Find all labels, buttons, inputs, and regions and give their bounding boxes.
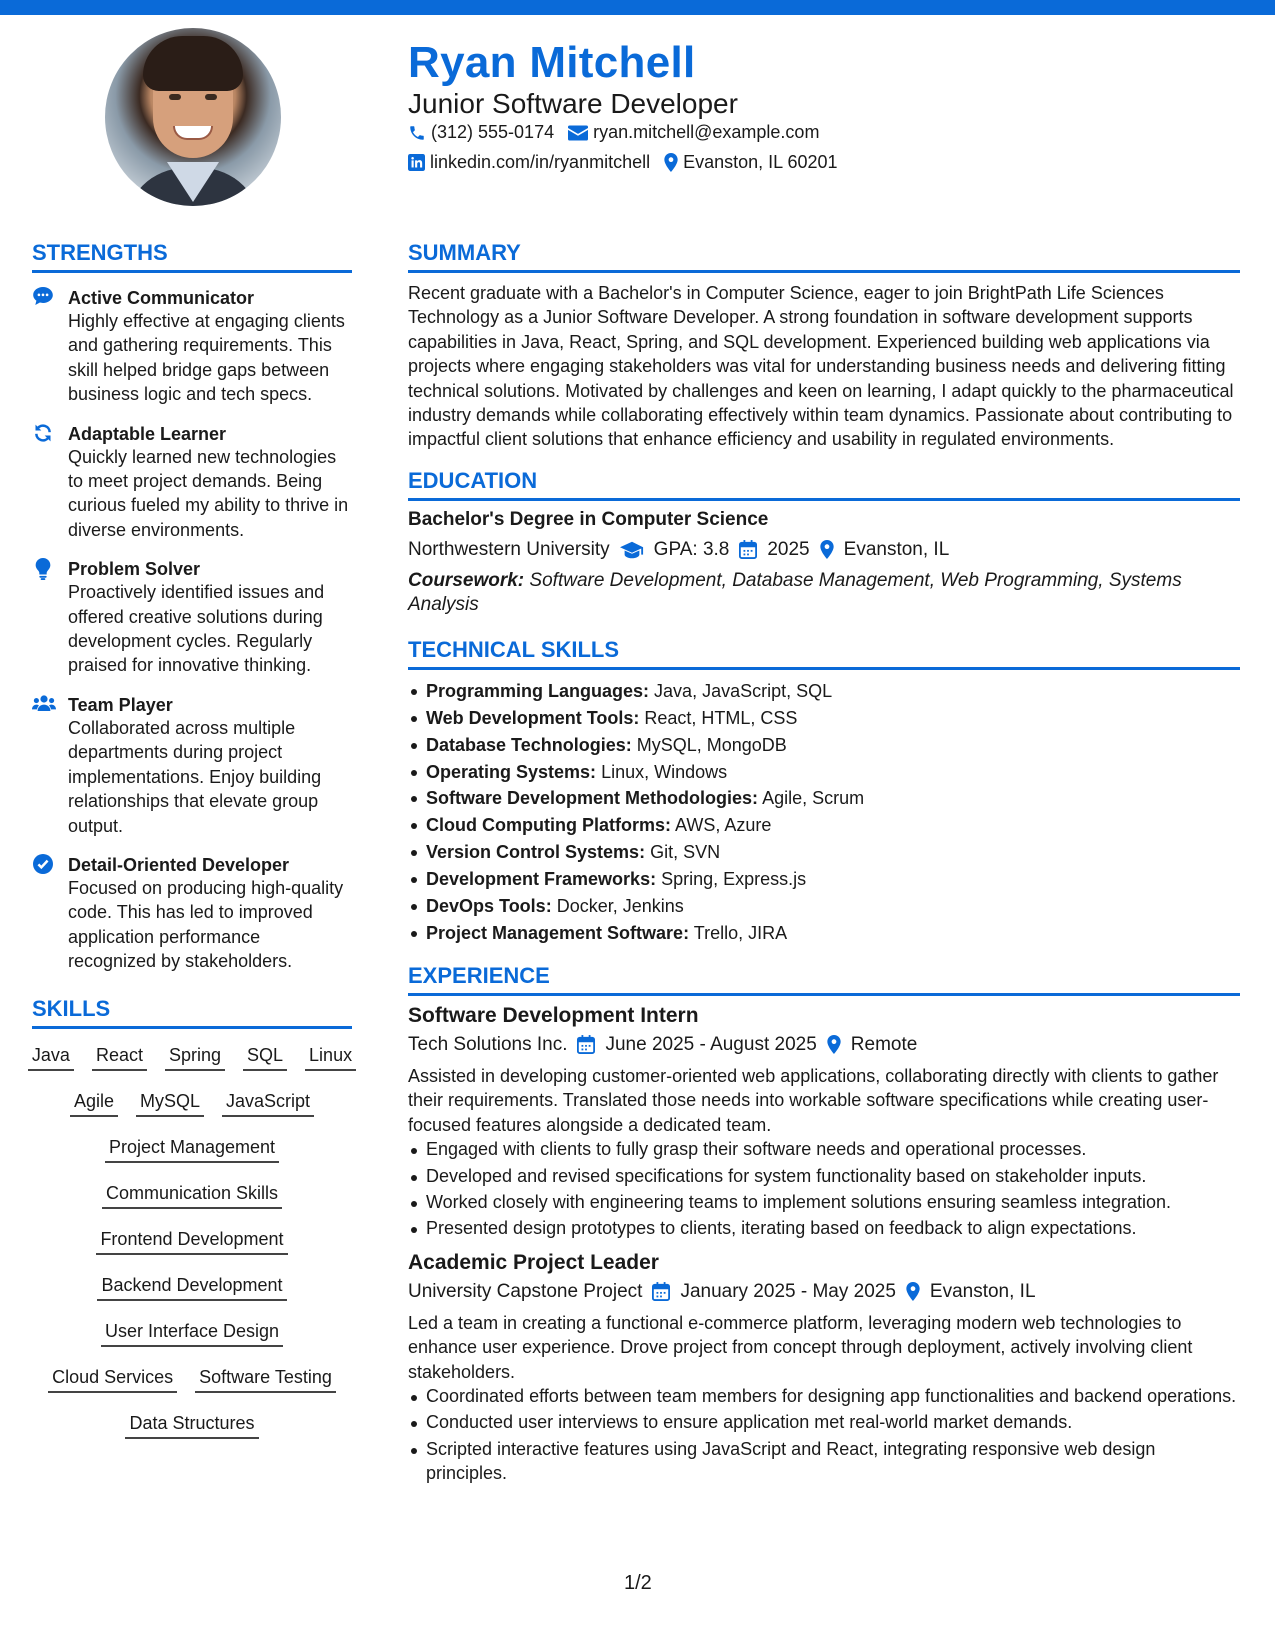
list-item bbox=[408, 866, 1240, 893]
linkedin-text: linkedin.com/in/ryanmitchell bbox=[430, 152, 651, 172]
location-contact bbox=[664, 152, 837, 173]
candidate-name: Ryan Mitchell bbox=[408, 38, 696, 87]
skill-category: Software Development Methodologies: bbox=[426, 788, 759, 809]
skills-row bbox=[32, 1411, 352, 1439]
skill-values: React, HTML, CSS bbox=[644, 707, 798, 728]
list-item bbox=[408, 812, 1240, 839]
linkedin-contact[interactable] bbox=[408, 152, 650, 173]
calendar-icon bbox=[577, 1035, 595, 1054]
coursework-label: Coursework: bbox=[408, 569, 525, 591]
map-pin-icon bbox=[664, 153, 678, 172]
skills-heading: SKILLS bbox=[32, 996, 352, 1029]
list-item: Coordinated efforts between team members for designing app functionalities and backend operations. bbox=[408, 1384, 1240, 1408]
strength-item bbox=[32, 694, 352, 838]
phone-text: (312) 555-0174 bbox=[431, 122, 555, 142]
strengths-heading: STRENGTHS bbox=[32, 240, 352, 273]
experience-entry bbox=[408, 1251, 1240, 1486]
calendar-icon bbox=[739, 540, 757, 559]
strength-desc: Highly effective at engaging clients and gathering requirements. This skill helped bridge gaps between business logic and tech specs. bbox=[68, 311, 345, 405]
envelope-icon bbox=[568, 125, 588, 141]
strength-name: Team Player bbox=[68, 694, 173, 715]
coursework bbox=[408, 569, 1240, 617]
strength-desc: Collaborated across multiple departments during project implementations. Enjoy building relationships that elevate group output. bbox=[68, 717, 322, 836]
list-item bbox=[408, 785, 1240, 812]
map-pin-icon bbox=[820, 540, 834, 559]
lightbulb-icon bbox=[32, 558, 54, 678]
map-pin-icon bbox=[906, 1282, 920, 1301]
coursework-list: Software Development, Database Management, Web Programming, Systems Analysis bbox=[408, 569, 1182, 615]
skill-tag: Linux bbox=[305, 1043, 356, 1071]
date-range: January 2025 - May 2025 bbox=[680, 1280, 896, 1302]
skill-values: Docker, Jenkins bbox=[556, 896, 684, 917]
skills-row bbox=[32, 1089, 352, 1117]
position-meta bbox=[408, 1034, 1240, 1056]
position-description: Assisted in developing customer-oriented web applications, collaborating directly with clients to gather their requirements. Translated those needs into workable software specifications while creating user-focused features alongside a dedicated team. bbox=[408, 1065, 1219, 1135]
skills-row bbox=[32, 1135, 352, 1163]
graduation-cap-icon bbox=[620, 541, 644, 559]
skills-row bbox=[32, 1319, 352, 1347]
list-item: Worked closely with engineering teams to implement solutions ensuring seamless integration. bbox=[408, 1190, 1240, 1214]
list-item bbox=[408, 839, 1240, 866]
company-name: University Capstone Project bbox=[408, 1280, 643, 1302]
position-location: Evanston, IL bbox=[929, 1280, 1036, 1302]
contact-row-2 bbox=[408, 152, 838, 173]
skill-values: AWS, Azure bbox=[675, 815, 772, 836]
list-item bbox=[408, 759, 1240, 786]
strength-item bbox=[32, 423, 352, 543]
summary-text: Recent graduate with a Bachelor's in Computer Science, eager to join BrightPath Life Sciences Technology as a Junior Software Developer. A strong foundation in software development supports capabilities in Java, React, Spring, and SQL development. Experienced building web applications via projects where engaging stakeholders was vital for understanding business needs and delivering fitting technical solutions. Motivated by challenges and keen on learning, I adapt quickly to the pharmaceutical industry demands while collaborating effectively within team dynamics. Passionate about contributing to impactful client solutions that enhance efficiency and usability in regulated environments. bbox=[408, 283, 1234, 450]
list-item: Engaged with clients to fully grasp their software needs and operational processes. bbox=[408, 1137, 1240, 1161]
skill-values: MySQL, MongoDB bbox=[636, 734, 787, 755]
position-location: Remote bbox=[850, 1033, 918, 1055]
experience-heading: EXPERIENCE bbox=[408, 963, 1240, 996]
strength-name: Active Communicator bbox=[68, 288, 255, 308]
skill-tag: Frontend Development bbox=[96, 1227, 287, 1255]
technical-skills-list bbox=[408, 678, 1240, 947]
graduation-year: 2025 bbox=[767, 538, 810, 560]
list-item: Conducted user interviews to ensure application met real-world market demands. bbox=[408, 1410, 1240, 1434]
check-circle-icon bbox=[32, 854, 54, 974]
email-contact[interactable] bbox=[568, 122, 819, 143]
skills-row bbox=[32, 1227, 352, 1255]
right-column bbox=[408, 240, 1240, 1488]
skill-tag: Spring bbox=[165, 1043, 225, 1071]
list-item bbox=[408, 678, 1240, 705]
phone-contact[interactable] bbox=[408, 122, 554, 143]
list-item: Developed and revised specifications for system functionality based on stakeholder inputs. bbox=[408, 1164, 1240, 1188]
strength-item bbox=[32, 287, 352, 407]
date-range: June 2025 - August 2025 bbox=[605, 1033, 817, 1055]
list-item bbox=[408, 893, 1240, 920]
summary-heading: SUMMARY bbox=[408, 240, 1240, 273]
team-icon bbox=[32, 694, 54, 838]
left-column bbox=[32, 240, 352, 1457]
skill-values: Agile, Scrum bbox=[762, 788, 865, 809]
skill-tag: Java bbox=[28, 1043, 74, 1071]
list-item: Presented design prototypes to clients, iterating based on feedback to align expectations. bbox=[408, 1216, 1240, 1240]
map-pin-icon bbox=[827, 1035, 841, 1054]
degree-name: Bachelor's Degree in Computer Science bbox=[408, 508, 769, 530]
skill-category: Project Management Software: bbox=[426, 923, 690, 943]
strength-name: Detail-Oriented Developer bbox=[68, 854, 290, 875]
speech-bubble-icon bbox=[32, 287, 54, 407]
skill-tag: React bbox=[92, 1043, 147, 1071]
skill-tag: Software Testing bbox=[195, 1365, 336, 1393]
education-meta bbox=[408, 539, 1240, 561]
skills-tag-cloud bbox=[32, 1043, 352, 1439]
school-name: Northwestern University bbox=[408, 538, 610, 560]
strength-desc: Proactively identified issues and offered creative solutions during development cycles. Regularly praised for innovative thinking. bbox=[68, 582, 325, 676]
strength-desc: Focused on producing high-quality code. This has led to improved application performance recognized by stakeholders. bbox=[68, 877, 344, 972]
gpa-text: GPA: 3.8 bbox=[653, 538, 730, 560]
skill-tag: Agile bbox=[70, 1089, 118, 1117]
list-item bbox=[408, 705, 1240, 732]
skill-category: DevOps Tools: bbox=[426, 896, 552, 917]
education-heading: EDUCATION bbox=[408, 468, 1240, 501]
skill-category: Cloud Computing Platforms: bbox=[426, 815, 671, 836]
position-bullets bbox=[408, 1137, 1240, 1241]
skill-category: Database Technologies: bbox=[426, 734, 632, 755]
top-accent-bar bbox=[0, 0, 1275, 15]
skill-category: Development Frameworks: bbox=[426, 869, 657, 890]
skill-tag: SQL bbox=[243, 1043, 287, 1071]
job-title: Junior Software Developer bbox=[408, 88, 738, 119]
skills-row bbox=[32, 1043, 352, 1071]
skill-tag: Communication Skills bbox=[102, 1181, 282, 1209]
contact-row-1 bbox=[408, 122, 819, 143]
list-item: Scripted interactive features using JavaScript and React, integrating responsive web design principles. bbox=[408, 1437, 1240, 1486]
skills-row bbox=[32, 1365, 352, 1393]
refresh-icon bbox=[32, 423, 54, 543]
position-title: Academic Project Leader bbox=[408, 1250, 659, 1274]
skill-tag: JavaScript bbox=[222, 1089, 314, 1117]
skills-row bbox=[32, 1273, 352, 1301]
profile-photo bbox=[105, 28, 281, 206]
skill-tag: Project Management bbox=[105, 1135, 279, 1163]
skill-values: Spring, Express.js bbox=[661, 869, 807, 890]
strength-desc: Quickly learned new technologies to meet project demands. Being curious fueled my ability to thrive in diverse environments. bbox=[68, 446, 349, 540]
skill-tag: Backend Development bbox=[97, 1273, 286, 1301]
strength-item bbox=[32, 854, 352, 974]
position-bullets bbox=[408, 1384, 1240, 1486]
technical-skills-heading: TECHNICAL SKILLS bbox=[408, 637, 1240, 670]
skill-category: Programming Languages: bbox=[426, 680, 650, 701]
skill-values: Git, SVN bbox=[650, 842, 721, 863]
skill-category: Operating Systems: bbox=[426, 761, 597, 782]
list-item bbox=[408, 920, 1240, 947]
strength-name: Adaptable Learner bbox=[68, 423, 227, 444]
position-meta bbox=[408, 1281, 1240, 1303]
skill-tag: Data Structures bbox=[125, 1411, 258, 1439]
skill-values: Trello, JIRA bbox=[693, 923, 788, 943]
list-item bbox=[408, 732, 1240, 759]
page-number: 1/2 bbox=[624, 1572, 652, 1594]
linkedin-icon bbox=[408, 154, 425, 171]
strength-item bbox=[32, 558, 352, 678]
skill-tag: MySQL bbox=[136, 1089, 204, 1117]
education-location: Evanston, IL bbox=[843, 538, 950, 560]
skill-values: Java, JavaScript, SQL bbox=[654, 680, 833, 701]
skill-tag: User Interface Design bbox=[101, 1319, 283, 1347]
position-title: Software Development Intern bbox=[408, 1003, 699, 1027]
skill-category: Web Development Tools: bbox=[426, 707, 640, 728]
calendar-icon bbox=[652, 1282, 670, 1301]
skill-tag: Cloud Services bbox=[48, 1365, 177, 1393]
strength-name: Problem Solver bbox=[68, 559, 201, 580]
skill-category: Version Control Systems: bbox=[426, 842, 646, 863]
company-name: Tech Solutions Inc. bbox=[408, 1033, 568, 1055]
experience-entry bbox=[408, 1004, 1240, 1241]
position-description: Led a team in creating a functional e-commerce platform, leveraging modern web technologies to enhance user experience. Drove project from concept through deployment, actively involving client stakeholders. bbox=[408, 1312, 1193, 1382]
skill-values: Linux, Windows bbox=[601, 761, 728, 782]
phone-icon bbox=[408, 124, 426, 142]
skills-row bbox=[32, 1181, 352, 1209]
location-text: Evanston, IL 60201 bbox=[683, 152, 838, 172]
email-text: ryan.mitchell@example.com bbox=[593, 122, 820, 142]
